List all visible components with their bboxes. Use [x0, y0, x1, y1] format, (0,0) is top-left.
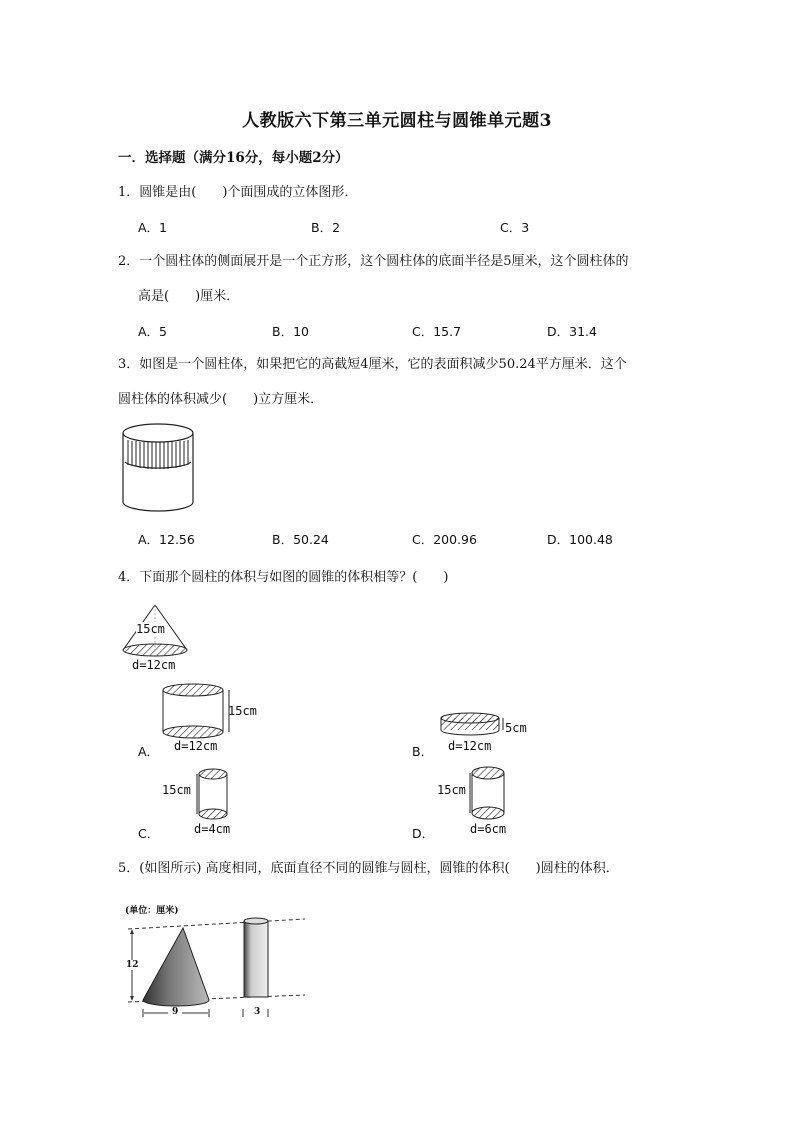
section-heading: 一．选择题（满分16分，每小题2分） [118, 150, 349, 166]
cylinder-option-c [193, 768, 233, 823]
cylinder-d-diameter-label: d=6cm [470, 822, 507, 836]
q2-option-c[interactable]: C．15.7 [412, 324, 462, 339]
question-2-text-line2: 高是( )厘米． [138, 289, 240, 304]
q1-option-c[interactable]: C．3 [500, 220, 530, 235]
q1-option-a[interactable]: A．1 [138, 220, 168, 235]
cylinder-c-height-label: 15cm [162, 783, 191, 797]
cylinder-diameter-dimension: 3 [254, 1007, 261, 1017]
cone-cylinder-figure [120, 912, 310, 1022]
q3-option-a[interactable]: A．12.56 [138, 532, 195, 547]
height-dimension-label: 12 [126, 960, 139, 970]
question-1-text: 1．圆锥是由( )个面围成的立体图形． [118, 185, 358, 200]
page-title: 人教版六下第三单元圆柱与圆锥单元题3 [242, 111, 552, 131]
cylinder-b-diameter-label: d=12cm [448, 739, 492, 753]
cylinder-d-height-label: 15cm [437, 783, 466, 797]
jar-cylinder-figure [118, 422, 208, 514]
q2-option-d[interactable]: D．31.4 [547, 324, 597, 339]
q4-option-a[interactable]: A． [138, 744, 160, 759]
q2-option-a[interactable]: A．5 [138, 324, 168, 339]
cylinder-option-b [440, 712, 505, 742]
unit-label: (单位：厘米) [125, 906, 179, 916]
cylinder-option-a [163, 682, 238, 742]
cone-diameter-dimension: 9 [172, 1007, 179, 1017]
cylinder-option-d [468, 765, 508, 823]
q3-option-b[interactable]: B．50.24 [272, 532, 329, 547]
q3-option-c[interactable]: C．200.96 [412, 532, 477, 547]
question-3-text-line2: 圆柱体的体积减少( )立方厘米． [118, 392, 324, 407]
cylinder-c-diameter-label: d=4cm [194, 822, 231, 836]
question-2-text-line1: 2．一个圆柱体的侧面展开是一个正方形，这个圆柱体的底面半径是5厘米，这个圆柱体的 [118, 254, 629, 269]
cylinder-a-height-label: 15cm [228, 704, 257, 718]
q4-option-d[interactable]: D． [412, 826, 435, 841]
cone-diameter-label: d=12cm [132, 658, 176, 672]
cone-height-label: 15cm [136, 622, 165, 636]
cylinder-a-diameter-label: d=12cm [174, 739, 218, 753]
q2-option-b[interactable]: B．10 [272, 324, 309, 339]
cylinder-b-height-label: 5cm [505, 721, 527, 735]
question-5-text: 5．(如图所示) 高度相同，底面直径不同的圆锥与圆柱，圆锥的体积( )圆柱的体积． [118, 861, 619, 876]
question-3-text-line1: 3．如图是一个圆柱体，如果把它的高截短4厘米，它的表面积减少50.24平方厘米．这个 [118, 357, 627, 372]
q1-option-b[interactable]: B．2 [311, 220, 341, 235]
q4-option-c[interactable]: C． [138, 826, 160, 841]
q4-option-b[interactable]: B． [412, 744, 434, 759]
question-4-text: 4．下面那个圆柱的体积与如图的圆锥的体积相等？( ) [118, 570, 449, 585]
q3-option-d[interactable]: D．100.48 [547, 532, 613, 547]
